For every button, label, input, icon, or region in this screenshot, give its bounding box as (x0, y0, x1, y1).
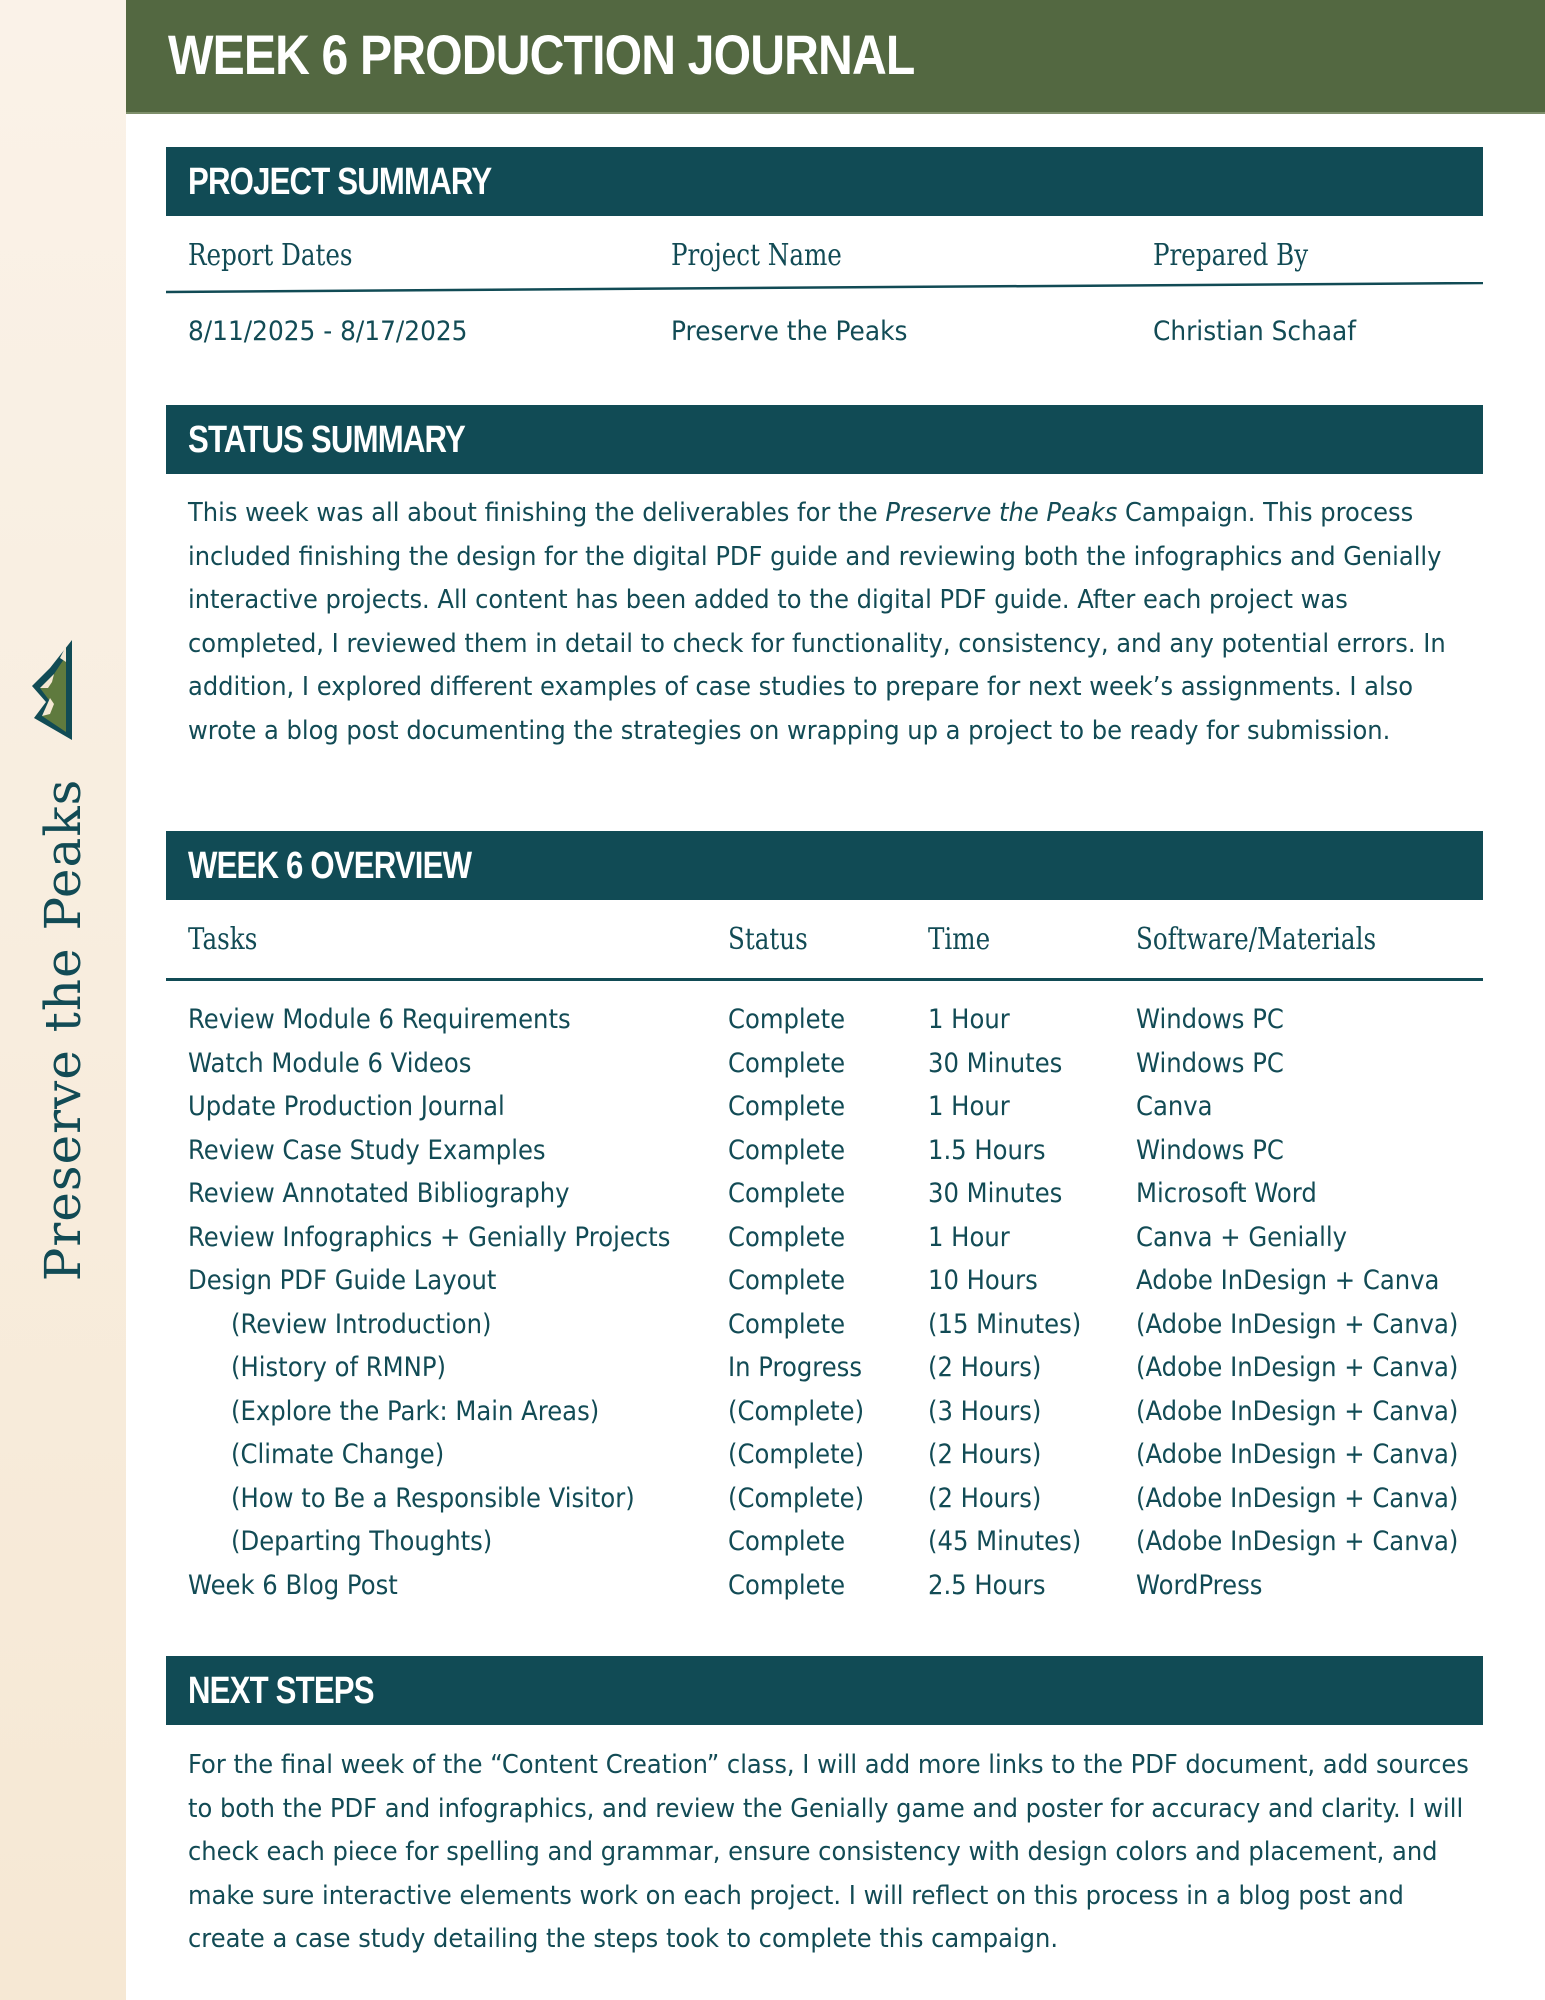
status-cell: Complete (728, 1004, 846, 1035)
section-heading: WEEK 6 OVERVIEW (188, 845, 472, 887)
status-cell: Complete (728, 1221, 846, 1253)
status-cell: (Complete) (728, 1482, 865, 1514)
task-cell: (History of RMNP) (231, 1352, 446, 1383)
software-cell: (Adobe InDesign + Canva) (1136, 1308, 1459, 1340)
time-cell: (2 Hours) (928, 1482, 1042, 1514)
time-cell: (2 Hours) (928, 1352, 1042, 1383)
time-cell: 30 Minutes (928, 1178, 1063, 1209)
task-cell: Week 6 Blog Post (188, 1569, 398, 1601)
status-cell: Complete (728, 1308, 846, 1340)
task-cell: Review Module 6 Requirements (188, 1004, 571, 1035)
column-header-time: Time (928, 922, 991, 957)
report-dates-label: Report Dates (188, 238, 353, 273)
prepared-by-value: Christian Schaaf (1153, 316, 1357, 347)
text-segment: Campaign. This process included finishing the design for the digital PDF guide and reviewing both the infographics and Genially interactive projects. All content has been added to the digital PDF guide. After each project was completed, I reviewed them in detail to check for functionality, consistency, and any potential errors. In addition, I explored different examples of case studies to prepare for next week’s assignments. I also wrote a blog post documenting the strategies on wrapping up a project to be ready for submission. (188, 498, 1446, 746)
table-row (166, 1085, 1483, 1129)
status-summary-header (166, 405, 1483, 474)
software-cell: Windows PC (1136, 1134, 1284, 1166)
mountain-icon (26, 636, 76, 742)
task-cell: Design PDF Guide Layout (188, 1265, 497, 1296)
section-heading: NEXT STEPS (188, 1670, 374, 1712)
column-header-tasks: Tasks (188, 922, 258, 957)
software-cell: Canva + Genially (1136, 1221, 1348, 1253)
time-cell: (2 Hours) (928, 1439, 1042, 1470)
time-cell: 1 Hour (928, 1004, 1010, 1035)
sidebar (0, 0, 126, 2000)
time-cell: 2.5 Hours (928, 1569, 1046, 1601)
project-summary-header (166, 147, 1483, 216)
project-name-label: Project Name (671, 238, 842, 273)
software-cell: Adobe InDesign + Canva (1136, 1265, 1440, 1296)
software-cell: (Adobe InDesign + Canva) (1136, 1352, 1459, 1383)
task-cell: (How to Be a Responsible Visitor) (231, 1482, 635, 1514)
table-row (166, 1346, 1483, 1390)
status-cell: Complete (728, 1526, 846, 1557)
software-cell: Microsoft Word (1136, 1178, 1317, 1209)
time-cell: (3 Hours) (928, 1395, 1042, 1427)
software-cell: Canva (1136, 1091, 1213, 1122)
report-dates-value: 8/11/2025 - 8/17/2025 (188, 316, 468, 347)
table-row (166, 1129, 1483, 1173)
status-summary-text (188, 492, 1478, 753)
table-row (166, 1564, 1483, 1608)
time-cell: (15 Minutes) (928, 1308, 1082, 1340)
time-cell: 10 Hours (928, 1265, 1038, 1296)
text-segment: This week was all about finishing the deliverables for the (188, 498, 886, 528)
software-cell: (Adobe InDesign + Canva) (1136, 1395, 1459, 1427)
task-cell: (Explore the Park: Main Areas) (231, 1395, 600, 1427)
table-row (166, 1477, 1483, 1521)
overview-table (166, 998, 1483, 1607)
status-cell: Complete (728, 1265, 846, 1296)
column-header-status: Status (728, 922, 808, 957)
week-overview-header (166, 831, 1483, 900)
task-cell: Watch Module 6 Videos (188, 1047, 472, 1079)
software-cell: (Adobe InDesign + Canva) (1136, 1482, 1459, 1514)
task-cell: (Climate Change) (231, 1439, 445, 1470)
page-title: WEEK 6 PRODUCTION JOURNAL (168, 23, 915, 86)
brand-vertical-text: Preserve the Peaks (34, 778, 92, 1282)
prepared-by-label: Prepared By (1153, 238, 1309, 273)
project-name-value: Preserve the Peaks (671, 316, 908, 347)
table-row (166, 1216, 1483, 1260)
table-row (166, 1520, 1483, 1564)
next-steps-header (166, 1656, 1483, 1725)
task-cell: (Departing Thoughts) (231, 1526, 493, 1557)
table-row (166, 998, 1483, 1042)
status-cell: Complete (728, 1047, 846, 1079)
section-heading: PROJECT SUMMARY (188, 161, 492, 203)
time-cell: 1.5 Hours (928, 1134, 1046, 1166)
status-cell: In Progress (728, 1352, 863, 1383)
table-row (166, 1042, 1483, 1086)
table-row (166, 1433, 1483, 1477)
software-cell: Windows PC (1136, 1047, 1284, 1079)
table-row (166, 1172, 1483, 1216)
title-bar (126, 0, 1545, 114)
task-cell: Review Infographics + Genially Projects (188, 1221, 671, 1253)
software-cell: (Adobe InDesign + Canva) (1136, 1526, 1459, 1557)
status-cell: Complete (728, 1091, 846, 1122)
section-heading: STATUS SUMMARY (188, 419, 466, 461)
table-row (166, 1390, 1483, 1434)
time-cell: 1 Hour (928, 1091, 1010, 1122)
status-cell: Complete (728, 1569, 846, 1601)
task-cell: Review Case Study Examples (188, 1134, 546, 1166)
software-cell: Windows PC (1136, 1004, 1284, 1035)
time-cell: (45 Minutes) (928, 1526, 1082, 1557)
campaign-name-italic: Preserve the Peaks (885, 498, 1118, 528)
column-header-software: Software/Materials (1136, 922, 1377, 957)
table-row (166, 1259, 1483, 1303)
table-row (166, 1303, 1483, 1347)
task-cell: Review Annotated Bibliography (188, 1178, 570, 1209)
task-cell: (Review Introduction) (231, 1308, 492, 1340)
software-cell: WordPress (1136, 1569, 1263, 1601)
task-cell: Update Production Journal (188, 1091, 505, 1122)
time-cell: 30 Minutes (928, 1047, 1063, 1079)
time-cell: 1 Hour (928, 1221, 1010, 1253)
next-steps-text: For the final week of the “Content Creation” class, I will add more links to the PDF document, add sources to both the PDF and infographics, and review the Genially game and poster for accuracy and clarity. I will check each piece for spelling and grammar, ensure consistency with design colors and placement, and make sure interactive elements work on each project. I will reflect on this process in a blog post and create a case study detailing the steps took to complete this campaign. (188, 1750, 1469, 1954)
status-cell: Complete (728, 1134, 846, 1166)
status-cell: (Complete) (728, 1439, 865, 1470)
status-cell: Complete (728, 1178, 846, 1209)
table-header-divider (166, 978, 1483, 981)
divider (166, 282, 1483, 294)
software-cell: (Adobe InDesign + Canva) (1136, 1439, 1459, 1470)
status-cell: (Complete) (728, 1395, 865, 1427)
